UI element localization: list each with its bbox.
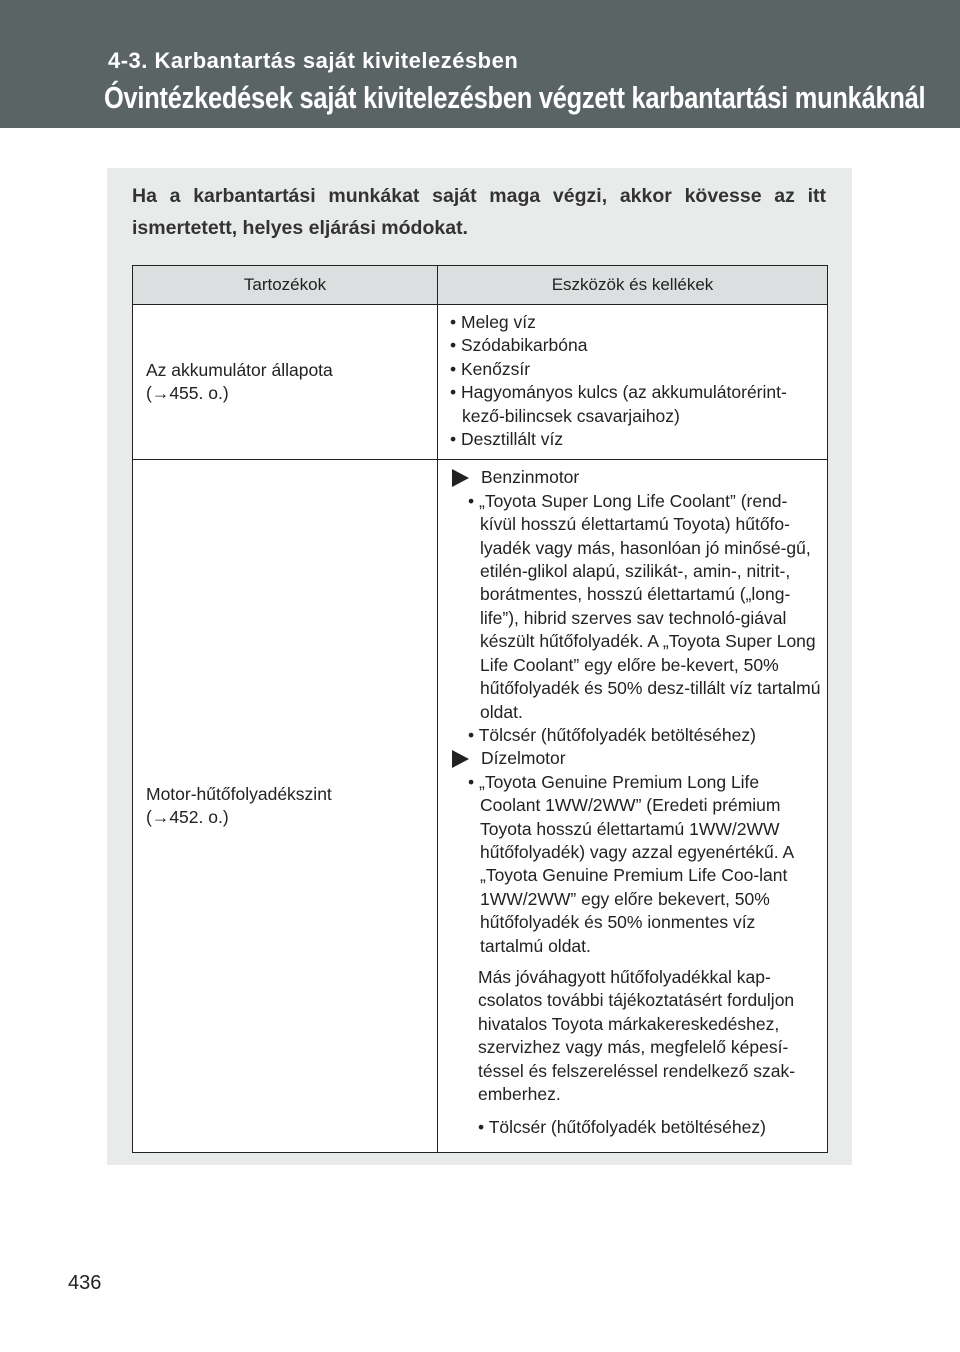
part-cell-coolant <box>133 460 438 1152</box>
list-item: • Meleg víz <box>450 311 823 334</box>
coolant-note: Más jóváhagyott hűtőfolyadékkal kap-csolatos további tájékoztatásért forduljon hivatalos Toyota márkakereskedéshez, szervizhez vagy más, megfelelő képesí-téssel és felszereléssel rendelkező szak-emberhez. <box>478 966 796 1104</box>
column-header-parts: Tartozékok <box>133 266 438 305</box>
engine-label: Benzinmotor <box>481 467 580 488</box>
part-name: Az akkumulátor állapota <box>146 359 333 380</box>
engine-heading-gasoline <box>452 466 823 489</box>
list-item: • „Toyota Super Long Life Coolant” (rend-kívül hosszú élettartamú Toyota) hűtőfo-lyadék vagy más, hasonlóan jó minősé-gű, etilén-glikol alapú, szilikát-, amin-, nitrit-, borátmentes, hosszú élettartamú („long-life”), hibrid szerves sav technoló-giával készült hűtőfolyadék. A „Toyota Super Long Life Coolant” egy előre be-kevert, 50% hűtőfolyadék és 50% desz-tillált víz tartalmú oldat. <box>468 490 823 724</box>
tools-table <box>132 265 828 1153</box>
engine-heading-diesel <box>452 747 823 770</box>
list-item: • Tölcsér (hűtőfolyadék betöltéséhez) <box>468 724 823 747</box>
table-header-row <box>133 266 828 305</box>
list-item: • „Toyota Genuine Premium Long Life Coolant 1WW/2WW” (Eredeti prémium Toyota hosszú élettartamú 1WW/2WW hűtőfolyadék) vagy azzal egyenértékű. A „Toyota Genuine Premium Life Coo-lant 1WW/2WW” egy előre bekevert, 50% hűtőfolyadék és 50% ionmentes víz tartalmú oldat. <box>468 771 823 958</box>
list-item: • Kenőzsír <box>450 358 823 381</box>
page-number: 436 <box>68 1272 102 1294</box>
tools-list <box>450 311 823 451</box>
list-item: • Desztillált víz <box>450 428 823 451</box>
tools-cell-battery <box>438 305 828 460</box>
diesel-list <box>450 771 823 958</box>
triangle-marker-icon <box>452 750 469 768</box>
triangle-marker-icon <box>452 469 469 487</box>
chapter-header-bar <box>0 0 960 128</box>
column-header-tools: Eszközök és kellékek <box>438 266 828 305</box>
list-item: • Hagyományos kulcs (az akkumulátorérint-kező-bilincsek csavarjaihoz) <box>450 381 823 428</box>
table-row <box>133 305 828 460</box>
page-reference: (→452. o.) <box>146 807 229 828</box>
list-item: • Tölcsér (hűtőfolyadék betöltéséhez) <box>478 1116 823 1139</box>
part-name: Motor-hűtőfolyadékszint <box>146 783 332 804</box>
part-cell-battery <box>133 305 438 460</box>
page-reference: (→455. o.) <box>146 383 229 404</box>
engine-label: Dízelmotor <box>481 748 566 769</box>
section-title: 4-3. Karbantartás saját kivitelezésben <box>108 48 519 73</box>
table-row <box>133 460 828 1152</box>
intro-text: Ha a karbantartási munkákat saját maga végzi, akkor kövesse az itt ismertetett, helyes eljárási módokat. <box>132 185 826 239</box>
tools-cell-coolant <box>438 460 828 1152</box>
gasoline-list <box>450 490 823 747</box>
page-heading: Óvintézkedések saját kivitelezésben végzett karbantartási munkáknál <box>104 80 926 115</box>
list-item: • Szódabikarbóna <box>450 334 823 357</box>
